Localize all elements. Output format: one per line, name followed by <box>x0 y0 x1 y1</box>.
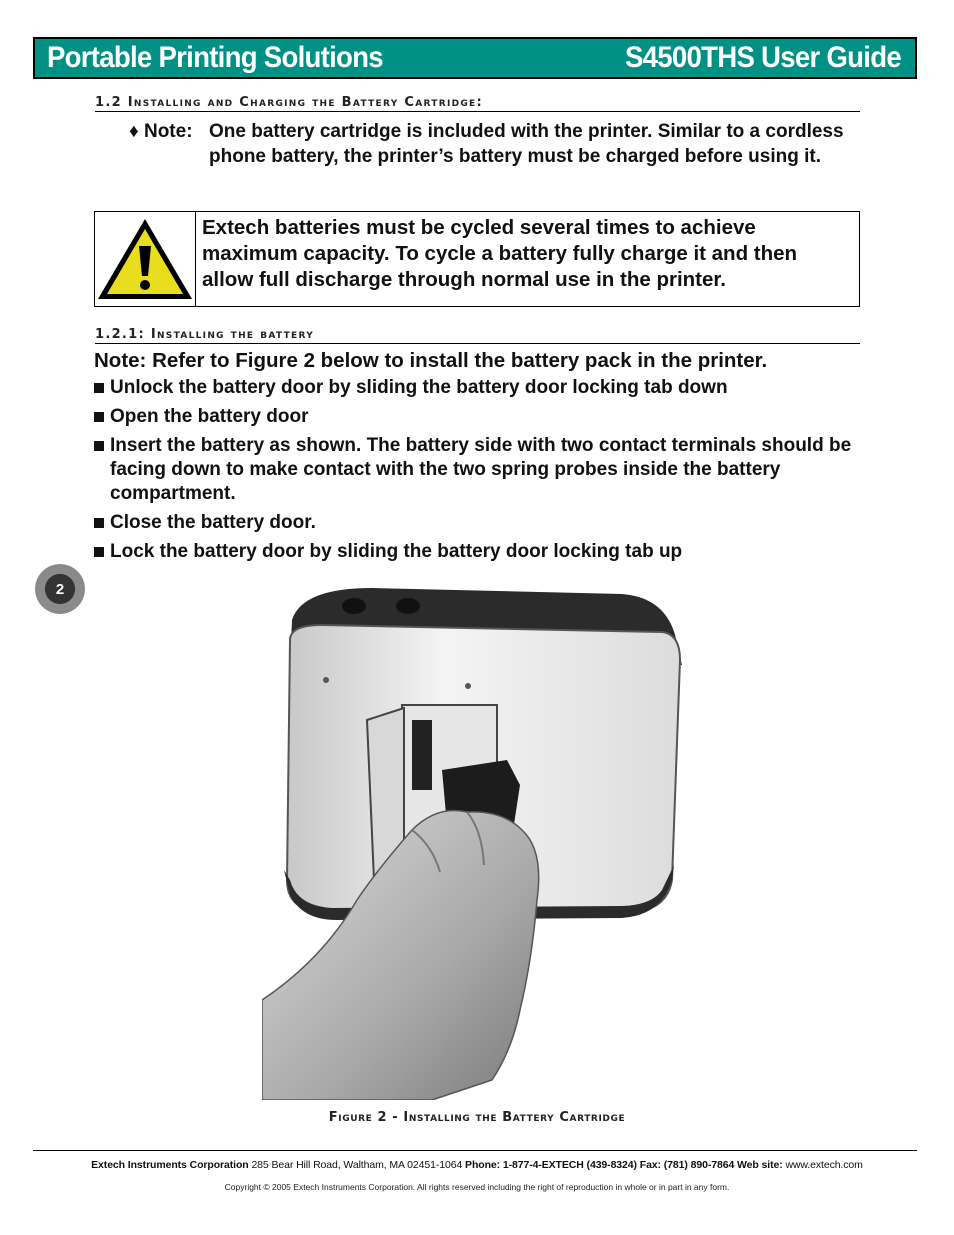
note-label: ♦ Note: <box>129 121 193 142</box>
install-steps-list <box>94 376 854 569</box>
bullet-square-icon <box>94 547 104 557</box>
list-item: Unlock the battery door by sliding the battery door locking tab down <box>94 376 854 400</box>
list-item: Open the battery door <box>94 405 854 429</box>
footer-copyright: Copyright © 2005 Extech Instruments Corporation. All rights reserved including the right of reproduction in whole or in part in any form. <box>224 1182 730 1192</box>
footer-phone-label: Phone: <box>465 1159 501 1171</box>
header-left-title: Portable Printing Solutions <box>47 41 383 74</box>
list-item: Lock the battery door by sliding the battery door locking tab up <box>94 540 854 564</box>
footer-phone: 1-877-4-EXTECH (439-8324) <box>502 1159 637 1171</box>
printer-battery-photo <box>262 580 692 1100</box>
footer-divider <box>33 1150 917 1151</box>
page-number-badge <box>35 564 85 614</box>
bullet-square-icon <box>94 412 104 422</box>
page-number: 2 <box>55 580 65 598</box>
section-1-2-title: 1.2 Installing and Charging the Battery Cartridge: <box>95 95 860 112</box>
figure-note: Note: Refer to Figure 2 below to install the battery pack in the printer. <box>94 349 768 372</box>
footer-web-label: Web site: <box>737 1159 783 1171</box>
warning-icon-cell <box>95 212 196 306</box>
warning-box <box>94 211 860 307</box>
footer-contact <box>0 1159 954 1171</box>
list-item: Close the battery door. <box>94 511 854 535</box>
bullet-square-icon <box>94 441 104 451</box>
footer-fax-label: Fax: <box>639 1159 661 1171</box>
warning-triangle-icon <box>95 216 195 302</box>
page-header <box>33 37 917 79</box>
warning-text: Extech batteries must be cycled several times to achieve maximum capacity. To cycle a battery fully charge it and then allow full discharge through normal use in the printer. <box>202 216 798 291</box>
footer-fax: (781) 890-7864 <box>663 1159 735 1171</box>
battery-note <box>129 119 849 169</box>
section-1-2-1-title: 1.2.1: Installing the battery <box>95 327 860 344</box>
header-right-title: S4500THS User Guide <box>625 41 901 74</box>
list-item: Insert the battery as shown. The battery side with two contact terminals should be facing down to make contact with the two spring probes inside the battery compartment. <box>94 434 854 506</box>
bullet-square-icon <box>94 518 104 528</box>
bullet-square-icon <box>94 383 104 393</box>
footer-address: 285 Bear Hill Road, Waltham, MA 02451-1064 <box>251 1159 463 1171</box>
figure-caption: Figure 2 - Installing the Battery Cartridge <box>328 1110 626 1125</box>
footer-web-link[interactable]: www.extech.com <box>785 1159 863 1171</box>
footer-company: Extech Instruments Corporation <box>91 1159 249 1171</box>
note-text: One battery cartridge is included with the printer. Similar to a cordless phone battery, the printer’s battery must be charged before using it. <box>209 121 844 167</box>
